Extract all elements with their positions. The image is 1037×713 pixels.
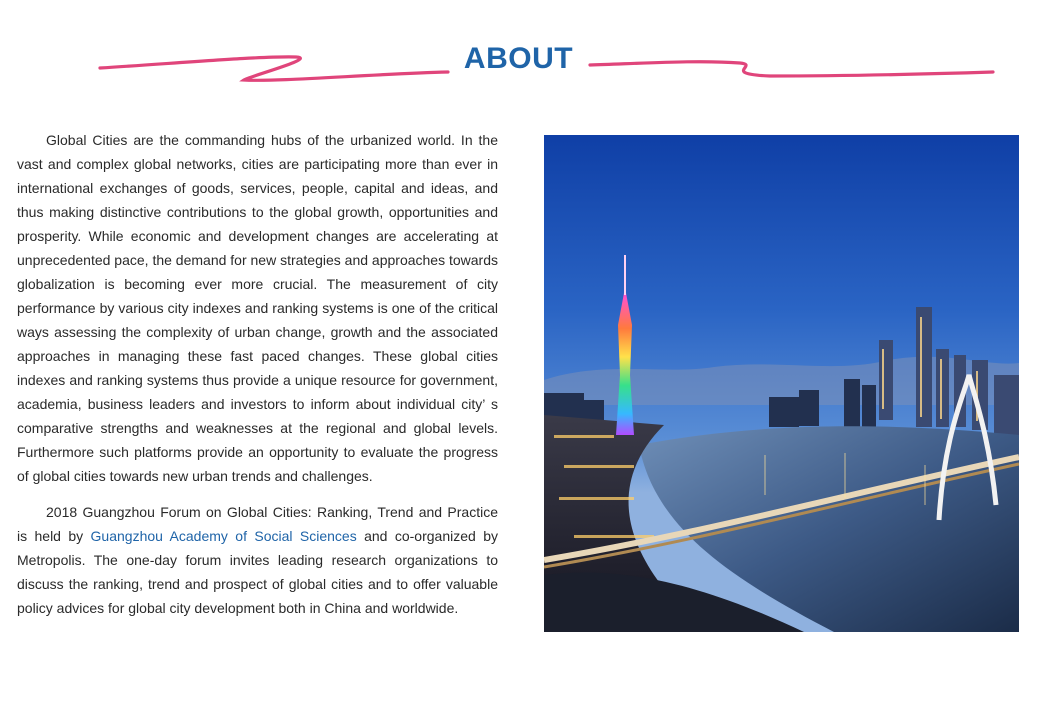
about-paragraph-1: Global Cities are the commanding hubs of the urbanized world. In the vast and complex global networks, cities are participating more than ever in international exchanges of goods, services, people, capital and ideas, and thus making distinctive contributions to the global growth, opportunities and prosperity. While economic and development changes are accelerating at unprecedented pace, the demand for new strategies and approaches towards globalization is becoming ever more crucial. The measurement of city performance by various city indexes and ranking systems is one of the critical ways assessing the complexity of urban change, growth and the associated approaches in managing these fast paced changes. These global cities indexes and ranking systems thus provide a unique resource for government, academia, business leaders and investors to inform about individual city’ s comparative strengths and weaknesses at the regional and global levels. Furthermore such platforms provide an opportunity to evaluate the progress of global cities towards new urban trends and challenges. — [17, 132, 498, 484]
about-paragraph-2 — [17, 500, 498, 620]
page-title: ABOUT — [463, 42, 574, 75]
city-skyline-image — [544, 135, 1019, 632]
about-text — [17, 128, 498, 632]
paragraph-2-text-end: and co-organized by Metropolis. The one-day forum invites leading research organizations to discuss the ranking, trend and prospect of global cities and to offer valuable policy advices for global city development both in China and worldwide. — [17, 528, 498, 616]
paragraph-2-text-start: 2018 Guangzhou Forum on Global Cities: Ranking, Trend and Practice is held by — [17, 504, 498, 544]
section-header — [0, 30, 1037, 100]
guangzhou-skyline-photo — [544, 135, 1019, 632]
gass-link[interactable]: Guangzhou Academy of Social Sciences — [90, 528, 357, 544]
